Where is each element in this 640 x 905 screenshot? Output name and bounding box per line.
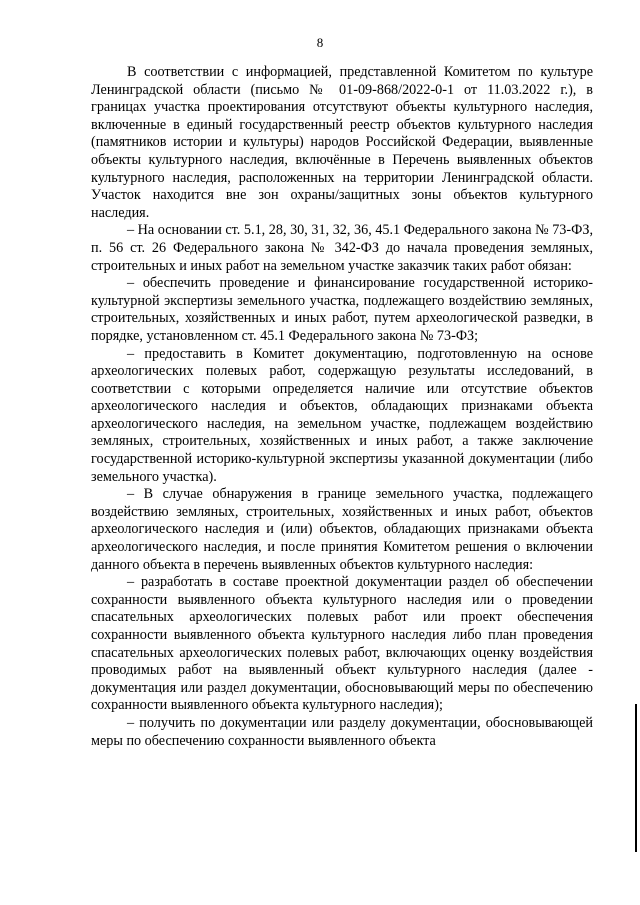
paragraph-obtain-approval: – получить по документации или разделу документации, обосновывающей меры по обеспечению сохранности выявленного объекта (91, 714, 593, 749)
paragraph-obligation-expertise: – обеспечить проведение и финансирование государственной историко-культурной экспертизы земельного участка, подлежащего воздействию земляных, строительных, хозяйственных и иных работ, путем археологической разведки, в порядке, установленном ст. 45.1 Федерального закона № 73-ФЗ; (91, 275, 593, 344)
paragraph-legal-basis: – На основании ст. 5.1, 28, 30, 31, 32, 36, 45.1 Федерального закона № 73-ФЗ, п. 56 ст. 26 Федерального закона № 342-ФЗ до начала проведения земляных, строительных и иных работ на земельном участке заказчик таких работ обязан: (91, 222, 593, 274)
paragraph-develop-section: – разработать в составе проектной документации раздел об обеспечении сохранности выявленного объекта культурного наследия или о проведении спасательных археологических полевых работ или проект обеспечения сохранности выявленного объекта культурного наследия либо план проведения спасательных археологических полевых работ, включающих оценку воздействия проводимых работ на выявленный объект культурного наследия (далее - документация или раздел документации, обосновывающий меры по обеспечению сохранности выявленного объекта культурного наследия); (91, 574, 593, 714)
margin-rule-line (635, 704, 637, 852)
paragraph-cultural-heritage-info: В соответствии с информацией, представленной Комитетом по культуре Ленинградской области (письмо № 01-09-868/2022-0-1 от 11.03.2022 г.), в границах участка проектирования отсутствуют объекты культурного наследия, включенные в единый государственный реестр объектов культурного наследия (памятников истории и культуры) народов Российской Федерации, выявленные объекты культурного наследия, включённые в Перечень выявленных объектов культурного наследия, расположенных на территории Ленинградской области. Участок находится вне зон охраны/защитных зоны объектов культурного наследия. (91, 64, 593, 221)
page-body (91, 64, 593, 750)
page-number: 8 (316, 35, 324, 50)
paragraph-discovery-case: – В случае обнаружения в границе земельного участка, подлежащего воздействию земляных, строительных, хозяйственных и иных работ, объектов археологического наследия и (или) объектов, обладающих признаками объекта археологического наследия, и после принятия Комитетом решения о включении данного объекта в перечень выявленных объектов культурного наследия: (91, 486, 593, 573)
paragraph-obligation-documentation: – предоставить в Комитет документацию, подготовленную на основе археологических полевых работ, содержащую результаты исследований, в соответствии с которыми определяется наличие или отсутствие объектов археологического наследия и объектов, обладающих признаками объекта археологического наследия, на земельном участке, подлежащем воздействию земляных, строительных, хозяйственных и иных работ, а также заключение государственной историко-культурной экспертизы указанной документации (либо земельного участка). (91, 345, 593, 485)
